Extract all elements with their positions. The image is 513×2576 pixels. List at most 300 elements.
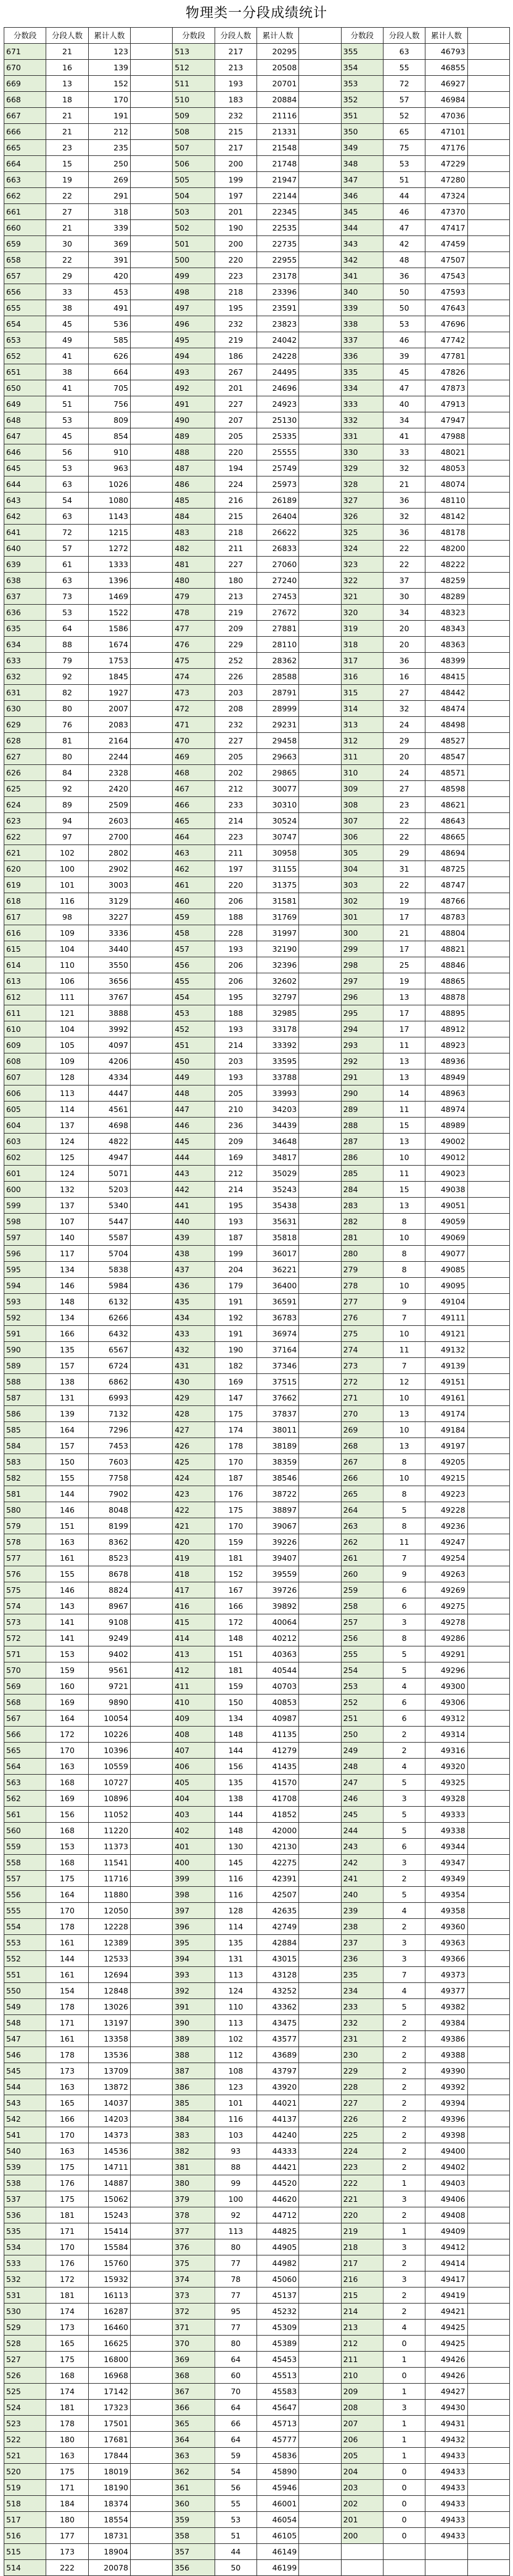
spacer-cell xyxy=(467,2320,509,2336)
count-cell: 213 xyxy=(215,60,256,76)
count-cell: 22 xyxy=(383,557,425,573)
spacer-cell xyxy=(467,1999,509,2015)
score-cell: 495 xyxy=(173,332,215,348)
spacer-cell xyxy=(467,2063,509,2079)
cumulative-cell: 45389 xyxy=(256,2336,298,2352)
count-cell: 95 xyxy=(215,2304,256,2320)
score-cell: 215 xyxy=(341,2288,383,2304)
count-cell: 13 xyxy=(46,76,88,92)
spacer-cell xyxy=(299,1214,341,1230)
score-cell: 651 xyxy=(4,364,46,380)
count-cell: 20 xyxy=(383,637,425,653)
score-cell: 383 xyxy=(173,2127,215,2143)
count-cell: 3 xyxy=(383,2191,425,2207)
count-cell: 5 xyxy=(383,1999,425,2015)
score-cell: 258 xyxy=(341,1598,383,1614)
cumulative-cell: 38722 xyxy=(256,1486,298,1502)
spacer-cell xyxy=(467,973,509,989)
column-header: 累计人数 xyxy=(425,28,467,44)
cumulative-cell: 21748 xyxy=(256,156,298,172)
score-cell: 468 xyxy=(173,765,215,781)
spacer-cell xyxy=(467,2288,509,2304)
count-cell: 131 xyxy=(46,1390,88,1406)
column-header: 累计人数 xyxy=(256,28,298,44)
score-cell: 223 xyxy=(341,2159,383,2175)
cumulative-cell: 49344 xyxy=(425,1839,467,1855)
table-row xyxy=(4,861,510,877)
count-cell: 181 xyxy=(46,2288,88,2304)
spacer-cell xyxy=(467,396,509,412)
spacer-cell xyxy=(130,1230,172,1246)
count-cell: 116 xyxy=(215,1887,256,1903)
score-cell: 508 xyxy=(173,124,215,140)
spacer-cell xyxy=(467,1534,509,1550)
spacer-cell xyxy=(299,637,341,653)
cumulative-cell: 43252 xyxy=(256,1983,298,1999)
score-cell: 366 xyxy=(173,2400,215,2416)
count-cell: 159 xyxy=(215,1534,256,1550)
score-cell: 409 xyxy=(173,1711,215,1727)
score-cell: 667 xyxy=(4,108,46,124)
score-cell: 558 xyxy=(4,1855,46,1871)
spacer-cell xyxy=(467,765,509,781)
table-row xyxy=(4,428,510,444)
cumulative-cell: 18554 xyxy=(88,2512,130,2528)
spacer-cell xyxy=(467,957,509,973)
spacer-cell xyxy=(130,268,172,284)
score-cell: 384 xyxy=(173,2111,215,2127)
spacer-cell xyxy=(299,396,341,412)
count-cell: 176 xyxy=(215,1486,256,1502)
spacer-cell xyxy=(299,140,341,156)
spacer-cell xyxy=(467,2416,509,2432)
spacer-cell xyxy=(130,2159,172,2175)
table-row xyxy=(4,1037,510,1053)
count-cell: 13 xyxy=(383,1438,425,1454)
score-cell: 573 xyxy=(4,1614,46,1630)
cumulative-cell: 38897 xyxy=(256,1502,298,1518)
spacer-cell xyxy=(299,2416,341,2432)
cumulative-cell: 18019 xyxy=(88,2464,130,2480)
score-cell: 363 xyxy=(173,2448,215,2464)
cumulative-cell: 26404 xyxy=(256,509,298,525)
cumulative-cell: 48694 xyxy=(425,845,467,861)
spacer-cell xyxy=(467,1262,509,1278)
spacer-cell xyxy=(467,2207,509,2223)
score-cell: 312 xyxy=(341,733,383,749)
table-row xyxy=(4,509,510,525)
spacer-cell xyxy=(299,1518,341,1534)
count-cell: 7 xyxy=(383,1550,425,1566)
score-cell: 430 xyxy=(173,1374,215,1390)
cumulative-cell: 2509 xyxy=(88,797,130,813)
count-cell: 141 xyxy=(46,1614,88,1630)
column-header: 分数段 xyxy=(341,28,383,44)
score-cell: 338 xyxy=(341,316,383,332)
count-cell: 169 xyxy=(215,1150,256,1166)
table-row xyxy=(4,124,510,140)
score-cell: 260 xyxy=(341,1566,383,1582)
cumulative-cell: 32985 xyxy=(256,1005,298,1021)
cumulative-cell: 3336 xyxy=(88,925,130,941)
cumulative-cell: 13709 xyxy=(88,2063,130,2079)
spacer-cell xyxy=(130,749,172,765)
score-cell: 503 xyxy=(173,204,215,220)
score-cell: 440 xyxy=(173,1214,215,1230)
score-cell: 379 xyxy=(173,2191,215,2207)
cumulative-cell: 491 xyxy=(88,300,130,316)
count-cell: 64 xyxy=(46,621,88,637)
score-cell: 250 xyxy=(341,1727,383,1743)
spacer-cell xyxy=(130,1759,172,1775)
cumulative-cell: 49414 xyxy=(425,2255,467,2271)
count-cell: 104 xyxy=(46,1021,88,1037)
spacer-cell xyxy=(130,204,172,220)
spacer-cell xyxy=(467,877,509,893)
spacer-cell xyxy=(467,2336,509,2352)
count-cell: 15 xyxy=(46,156,88,172)
count-cell: 135 xyxy=(215,1775,256,1791)
count-cell: 22 xyxy=(383,813,425,829)
count-cell: 63 xyxy=(46,573,88,589)
table-row xyxy=(4,1310,510,1326)
score-cell: 476 xyxy=(173,637,215,653)
cumulative-cell: 41570 xyxy=(256,1775,298,1791)
cumulative-cell: 42884 xyxy=(256,1935,298,1951)
count-cell: 166 xyxy=(215,1598,256,1614)
score-cell: 327 xyxy=(341,493,383,509)
score-cell: 232 xyxy=(341,2015,383,2031)
count-cell: 47 xyxy=(383,220,425,236)
score-cell: 385 xyxy=(173,2095,215,2111)
score-cell: 552 xyxy=(4,1951,46,1967)
score-cell: 287 xyxy=(341,1134,383,1150)
count-cell: 1 xyxy=(383,2384,425,2400)
count-cell: 148 xyxy=(215,1727,256,1743)
score-cell: 303 xyxy=(341,877,383,893)
score-cell: 530 xyxy=(4,2304,46,2320)
spacer-cell xyxy=(467,1871,509,1887)
score-cell: 612 xyxy=(4,989,46,1005)
cumulative-cell: 49430 xyxy=(425,2400,467,2416)
spacer-cell xyxy=(299,525,341,541)
count-cell: 4 xyxy=(383,2320,425,2336)
spacer-cell xyxy=(130,1967,172,1983)
count-cell: 138 xyxy=(215,1791,256,1807)
cumulative-cell: 10396 xyxy=(88,1743,130,1759)
cumulative-cell: 1469 xyxy=(88,589,130,605)
count-cell: 236 xyxy=(215,1118,256,1134)
table-row xyxy=(4,1695,510,1711)
cumulative-cell: 4334 xyxy=(88,1069,130,1086)
score-cell: 516 xyxy=(4,2528,46,2544)
cumulative-cell: 47873 xyxy=(425,380,467,396)
count-cell: 100 xyxy=(46,861,88,877)
cumulative-cell: 44712 xyxy=(256,2207,298,2223)
count-cell: 141 xyxy=(46,1630,88,1646)
cumulative-cell: 48989 xyxy=(425,1118,467,1134)
cumulative-cell: 32190 xyxy=(256,941,298,957)
table-row xyxy=(4,669,510,685)
score-cell: 285 xyxy=(341,1166,383,1182)
spacer-cell xyxy=(467,1053,509,1069)
spacer-cell xyxy=(130,1871,172,1887)
spacer-cell xyxy=(130,1053,172,1069)
spacer-cell xyxy=(299,2031,341,2047)
score-cell: 533 xyxy=(4,2255,46,2271)
score-cell: 478 xyxy=(173,605,215,621)
spacer-cell xyxy=(299,845,341,861)
cumulative-cell: 318 xyxy=(88,204,130,220)
cumulative-cell: 20508 xyxy=(256,60,298,76)
spacer-cell xyxy=(130,412,172,428)
count-cell: 13 xyxy=(383,1053,425,1069)
spacer-cell xyxy=(130,1614,172,1630)
table-row xyxy=(4,412,510,428)
cumulative-cell: 48021 xyxy=(425,444,467,460)
count-cell: 4 xyxy=(383,1759,425,1775)
cumulative-cell: 44620 xyxy=(256,2191,298,2207)
score-cell: 532 xyxy=(4,2271,46,2288)
count-cell: 17 xyxy=(383,941,425,957)
score-cell: 374 xyxy=(173,2271,215,2288)
score-cell: 417 xyxy=(173,1582,215,1598)
spacer-cell xyxy=(130,781,172,797)
cumulative-cell: 28110 xyxy=(256,637,298,653)
score-cell: 597 xyxy=(4,1230,46,1246)
count-cell: 36 xyxy=(383,493,425,509)
cumulative-cell: 44137 xyxy=(256,2111,298,2127)
count-cell: 110 xyxy=(46,957,88,973)
spacer-cell xyxy=(130,2015,172,2031)
count-cell: 8 xyxy=(383,1518,425,1534)
spacer-cell xyxy=(299,813,341,829)
spacer-cell xyxy=(299,653,341,669)
score-cell: 614 xyxy=(4,957,46,973)
score-cell: 241 xyxy=(341,1871,383,1887)
spacer-cell xyxy=(299,1454,341,1470)
count-cell: 32 xyxy=(383,701,425,717)
table-row xyxy=(4,1791,510,1807)
score-cell: 594 xyxy=(4,1278,46,1294)
cumulative-cell: 48527 xyxy=(425,733,467,749)
cumulative-cell: 16113 xyxy=(88,2288,130,2304)
spacer-cell xyxy=(299,909,341,925)
score-cell: 517 xyxy=(4,2512,46,2528)
score-cell: 292 xyxy=(341,1053,383,1069)
cumulative-cell: 9561 xyxy=(88,1662,130,1678)
count-cell: 33 xyxy=(383,444,425,460)
spacer-cell xyxy=(299,1614,341,1630)
spacer-cell xyxy=(299,1406,341,1422)
cumulative-cell: 22735 xyxy=(256,236,298,252)
score-cell: 269 xyxy=(341,1422,383,1438)
count-cell: 187 xyxy=(215,1470,256,1486)
score-cell: 565 xyxy=(4,1743,46,1759)
column-header: 分段人数 xyxy=(383,28,425,44)
cumulative-cell: 49333 xyxy=(425,1807,467,1823)
count-cell: 166 xyxy=(46,2111,88,2127)
table-row xyxy=(4,1198,510,1214)
count-cell: 84 xyxy=(46,765,88,781)
spacer-cell xyxy=(299,1566,341,1582)
score-cell: 635 xyxy=(4,621,46,637)
column-header: 分段人数 xyxy=(46,28,88,44)
score-cell: 380 xyxy=(173,2175,215,2191)
score-cell: 401 xyxy=(173,1839,215,1855)
score-cell: 237 xyxy=(341,1935,383,1951)
score-cell: 331 xyxy=(341,428,383,444)
cumulative-cell: 47643 xyxy=(425,300,467,316)
cumulative-cell: 32602 xyxy=(256,973,298,989)
cumulative-cell: 49312 xyxy=(425,1711,467,1727)
spacer-cell xyxy=(130,525,172,541)
score-cell: 591 xyxy=(4,1326,46,1342)
count-cell: 3 xyxy=(383,2239,425,2255)
count-cell: 228 xyxy=(215,925,256,941)
cumulative-cell: 33595 xyxy=(256,1053,298,1069)
count-cell: 164 xyxy=(46,1887,88,1903)
spacer-cell xyxy=(130,1999,172,2015)
count-cell: 1 xyxy=(383,2432,425,2448)
table-row xyxy=(4,2031,510,2047)
score-cell: 482 xyxy=(173,541,215,557)
cumulative-cell: 22955 xyxy=(256,252,298,268)
score-cell: 208 xyxy=(341,2400,383,2416)
cumulative-cell: 339 xyxy=(88,220,130,236)
cumulative-cell: 49325 xyxy=(425,1775,467,1791)
score-cell: 246 xyxy=(341,1791,383,1807)
score-cell: 570 xyxy=(4,1662,46,1678)
table-row xyxy=(4,1069,510,1086)
count-cell: 36 xyxy=(383,653,425,669)
score-cell: 272 xyxy=(341,1374,383,1390)
score-cell: 416 xyxy=(173,1598,215,1614)
spacer-cell xyxy=(299,220,341,236)
cumulative-cell: 49205 xyxy=(425,1454,467,1470)
cumulative-cell: 42391 xyxy=(256,1871,298,1887)
score-cell: 491 xyxy=(173,396,215,412)
count-cell: 44 xyxy=(215,2544,256,2560)
count-cell: 12 xyxy=(383,1374,425,1390)
column-header: 累计人数 xyxy=(88,28,130,44)
spacer-cell xyxy=(467,444,509,460)
score-cell: 621 xyxy=(4,845,46,861)
score-cell: 227 xyxy=(341,2095,383,2111)
spacer-cell xyxy=(299,941,341,957)
spacer-cell xyxy=(467,2079,509,2095)
score-cell: 452 xyxy=(173,1021,215,1037)
count-cell: 144 xyxy=(215,1743,256,1759)
cumulative-cell: 1522 xyxy=(88,605,130,621)
spacer-cell xyxy=(467,1711,509,1727)
table-row xyxy=(4,877,510,893)
count-cell: 7 xyxy=(383,1967,425,1983)
spacer-cell xyxy=(130,1855,172,1871)
count-cell: 65 xyxy=(383,124,425,140)
table-row xyxy=(4,2464,510,2480)
score-cell: 537 xyxy=(4,2191,46,2207)
spacer-cell xyxy=(130,28,172,44)
cumulative-cell: 1080 xyxy=(88,493,130,509)
cumulative-cell: 14711 xyxy=(88,2159,130,2175)
cumulative-cell: 37662 xyxy=(256,1390,298,1406)
spacer-cell xyxy=(467,348,509,364)
cumulative-cell: 39067 xyxy=(256,1518,298,1534)
cumulative-cell: 48399 xyxy=(425,653,467,669)
spacer-cell xyxy=(299,76,341,92)
cumulative-cell: 152 xyxy=(88,76,130,92)
table-row xyxy=(4,364,510,380)
cumulative-cell: 49347 xyxy=(425,1855,467,1871)
score-cell: 281 xyxy=(341,1230,383,1246)
cumulative-cell: 47036 xyxy=(425,108,467,124)
score-cell: 668 xyxy=(4,92,46,108)
spacer-cell xyxy=(130,845,172,861)
score-cell: 522 xyxy=(4,2432,46,2448)
cumulative-cell: 49432 xyxy=(425,2432,467,2448)
cumulative-cell: 49085 xyxy=(425,1262,467,1278)
table-row xyxy=(4,605,510,621)
score-cell: 414 xyxy=(173,1630,215,1646)
empty-cell xyxy=(341,2560,383,2576)
table-row xyxy=(4,925,510,941)
cumulative-cell: 49247 xyxy=(425,1534,467,1550)
cumulative-cell: 42000 xyxy=(256,1823,298,1839)
count-cell: 72 xyxy=(46,525,88,541)
spacer-cell xyxy=(130,2255,172,2271)
cumulative-cell: 14203 xyxy=(88,2111,130,2127)
cumulative-cell: 49095 xyxy=(425,1278,467,1294)
table-row xyxy=(4,573,510,589)
spacer-cell xyxy=(130,2480,172,2496)
score-cell: 512 xyxy=(173,60,215,76)
table-row xyxy=(4,1358,510,1374)
cumulative-cell: 453 xyxy=(88,284,130,300)
spacer-cell xyxy=(130,1791,172,1807)
cumulative-cell: 49427 xyxy=(425,2384,467,2400)
score-cell: 431 xyxy=(173,1358,215,1374)
table-row xyxy=(4,2320,510,2336)
spacer-cell xyxy=(467,332,509,348)
spacer-cell xyxy=(299,2191,341,2207)
count-cell: 163 xyxy=(46,1534,88,1550)
spacer-cell xyxy=(130,2416,172,2432)
spacer-cell xyxy=(130,1935,172,1951)
spacer-cell xyxy=(299,781,341,797)
count-cell: 184 xyxy=(46,2496,88,2512)
count-cell: 10 xyxy=(383,1326,425,1342)
spacer-cell xyxy=(299,589,341,605)
spacer-cell xyxy=(467,28,509,44)
count-cell: 113 xyxy=(215,1967,256,1983)
cumulative-cell: 18904 xyxy=(88,2544,130,2560)
table-row xyxy=(4,2191,510,2207)
spacer-cell xyxy=(299,621,341,637)
spacer-cell xyxy=(299,1230,341,1246)
cumulative-cell: 30310 xyxy=(256,797,298,813)
spacer-cell xyxy=(299,1775,341,1791)
score-cell: 659 xyxy=(4,236,46,252)
spacer-cell xyxy=(299,156,341,172)
cumulative-cell: 29231 xyxy=(256,717,298,733)
score-cell: 405 xyxy=(173,1775,215,1791)
score-cell: 643 xyxy=(4,493,46,509)
cumulative-cell: 5071 xyxy=(88,1166,130,1182)
cumulative-cell: 29663 xyxy=(256,749,298,765)
count-cell: 105 xyxy=(46,1037,88,1053)
table-row xyxy=(4,476,510,493)
